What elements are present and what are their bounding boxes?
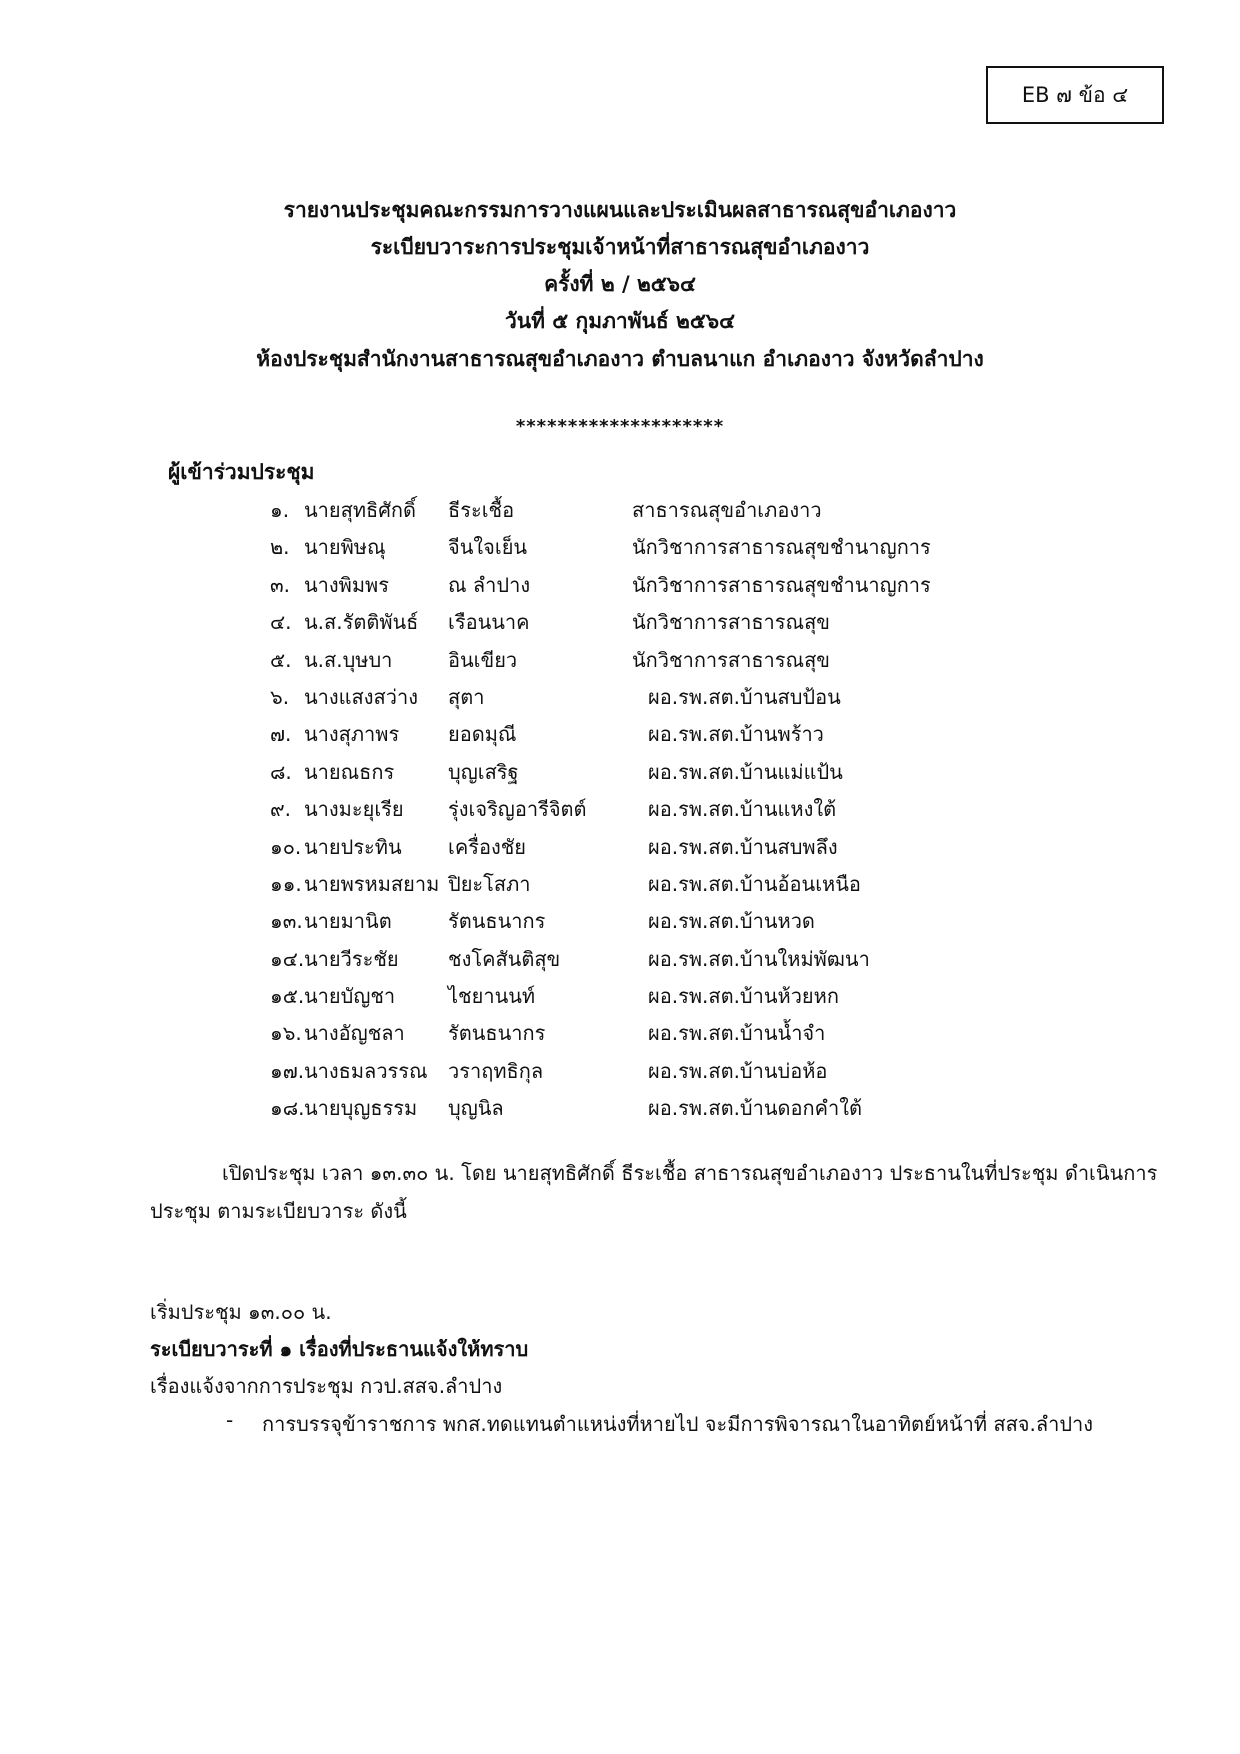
attendee-position: ผอ.รพ.สต.บ้านแม่แป้น: [648, 759, 843, 784]
report-title: รายงานประชุมคณะกรรมการวางแผนและประเมินผลสาธารณสุขอำเภองาว: [283, 198, 957, 222]
attendee-list: [0, 490, 1240, 1126]
attendee-last-name: เรือนนาค: [448, 610, 530, 635]
attendee-number: ๘.: [270, 759, 292, 784]
agenda-1-title: ระเบียบวาระที่ ๑ เรื่องที่ประธานแจ้งให้ทราบ: [150, 1337, 529, 1361]
attendee-first-name: นางอัญชลา: [304, 1021, 405, 1046]
attendee-row: [0, 752, 1240, 789]
attendee-number: ๑๕.: [270, 984, 305, 1009]
attendee-position: นักวิชาการสาธารณสุขชำนาญการ: [632, 572, 931, 597]
reference-box: [986, 66, 1164, 124]
attendee-row: [0, 527, 1240, 564]
attendee-position: ผอ.รพ.สต.บ้านใหม่พัฒนา: [648, 946, 870, 971]
meeting-location: ห้องประชุมสำนักงานสาธารณสุขอำเภองาว ตำบลนาแก อำเภองาว จังหวัดลำปาง: [256, 347, 984, 371]
attendee-first-name: นายพรหมสยาม: [304, 871, 440, 896]
attendee-number: ๑.: [270, 498, 290, 522]
attendee-position: ผอ.รพ.สต.บ้านห้วยหก: [648, 984, 839, 1009]
attendee-first-name: นายบัญชา: [304, 984, 396, 1009]
attendee-first-name: นายวีระชัย: [304, 946, 399, 971]
agenda-title: ระเบียบวาระการประชุมเจ้าหน้าที่สาธารณสุขอำเภองาว: [370, 235, 870, 259]
attendee-row: [0, 490, 1240, 527]
attendee-position: ผอ.รพ.สต.บ้านสบพลึง: [648, 834, 838, 859]
attendee-number: ๑๐.: [270, 834, 302, 859]
opening-paragraph: เปิดประชุม เวลา ๑๓.๓๐ น. โดย นายสุทธิศักดิ์ ธีระเชื้อ สาธารณสุขอำเภองาว ประธานในที่ประชุม ดำเนินการประชุม ตามระเบียบวาระ ดังนี้: [150, 1161, 1158, 1223]
meeting-number: ครั้งที่ ๒ / ๒๕๖๔: [544, 272, 696, 296]
attendee-first-name: นางพิมพร: [304, 572, 389, 597]
attendee-last-name: ณ ลำปาง: [448, 572, 531, 597]
attendee-number: ๑๗.: [270, 1058, 305, 1083]
attendee-position: ผอ.รพ.สต.บ้านพร้าว: [648, 722, 824, 747]
attendee-row: [0, 602, 1240, 639]
attendee-position: สาธารณสุขอำเภองาว: [632, 498, 822, 522]
meeting-date: วันที่ ๕ กุมภาพันธ์ ๒๕๖๔: [505, 309, 735, 333]
attendee-position: ผอ.รพ.สต.บ้านแหงใต้: [648, 797, 837, 822]
attendee-number: ๑๔.: [270, 946, 305, 971]
attendee-last-name: เครื่องชัย: [448, 834, 527, 859]
attendee-row: [0, 827, 1240, 864]
attendee-row: [0, 714, 1240, 751]
attendee-last-name: อินเขียว: [448, 647, 518, 672]
attendee-row: [0, 1013, 1240, 1050]
attendee-position: ผอ.รพ.สต.บ้านหวด: [648, 909, 815, 934]
attendee-position: นักวิชาการสาธารณสุข: [632, 610, 830, 635]
agenda-1-bullet: การบรรจุข้าราชการ พกส.ทดแทนตำแหน่งที่หายไป จะมีการพิจารณาในอาทิตย์หน้าที่ สสจ.ลำปาง: [262, 1412, 1094, 1436]
attendee-row: [0, 1088, 1240, 1125]
attendee-number: ๑๑.: [270, 871, 302, 896]
attendee-last-name: บุญนิล: [448, 1096, 504, 1121]
attendee-position: นักวิชาการสาธารณสุขชำนาญการ: [632, 535, 931, 560]
attendee-last-name: ธีระเชื้อ: [448, 498, 515, 522]
attendee-row: [0, 901, 1240, 938]
attendee-last-name: รัตนธนากร: [448, 909, 546, 934]
reference-code: EB ๗ ข้อ ๔: [1021, 82, 1129, 107]
attendee-first-name: นายประทิน: [304, 834, 402, 859]
attendee-first-name: น.ส.รัตติพันธ์: [304, 610, 419, 635]
attendee-first-name: นางสุภาพร: [304, 722, 400, 747]
attendee-number: ๗.: [270, 722, 292, 747]
attendee-number: ๑๘.: [270, 1096, 305, 1121]
attendee-number: ๑๓.: [270, 909, 303, 934]
attendee-last-name: วราฤทธิกุล: [448, 1058, 544, 1083]
attendee-position: ผอ.รพ.สต.บ้านดอกคำใต้: [648, 1096, 862, 1121]
separator: ********************: [515, 416, 725, 437]
attendee-number: ๒.: [270, 535, 290, 560]
attendee-row: [0, 789, 1240, 826]
attendee-last-name: จีนใจเย็น: [448, 535, 528, 560]
attendee-first-name: นางธมลวรรณ: [304, 1058, 428, 1083]
attendee-first-name: นายพิษณุ: [304, 535, 386, 560]
attendee-last-name: สุตา: [448, 684, 485, 709]
start-time: เริ่มประชุม ๑๓.๐๐ น.: [150, 1300, 332, 1324]
attendee-first-name: นายสุทธิศักดิ์: [304, 498, 417, 522]
bullet-dash: -: [226, 1408, 234, 1432]
attendee-last-name: รุ่งเจริญอารีจิตต์: [448, 797, 587, 822]
attendee-number: ๕.: [270, 647, 292, 672]
attendee-first-name: นายมานิต: [304, 909, 392, 934]
attendee-first-name: นางแสงสว่าง: [304, 684, 418, 709]
attendee-number: ๙.: [270, 797, 292, 822]
attendee-last-name: รัตนธนากร: [448, 1021, 546, 1046]
attendee-number: ๖.: [270, 684, 290, 709]
attendee-position: นักวิชาการสาธารณสุข: [632, 647, 830, 672]
attendee-last-name: ปิยะโสภา: [448, 871, 531, 896]
attendee-first-name: นางมะยุเรีย: [304, 797, 404, 822]
attendee-row: [0, 565, 1240, 602]
attendee-row: [0, 864, 1240, 901]
attendee-row: [0, 1051, 1240, 1088]
attendee-row: [0, 976, 1240, 1013]
attendee-position: ผอ.รพ.สต.บ้านอ้อนเหนือ: [648, 871, 861, 896]
attendee-row: [0, 939, 1240, 976]
attendee-first-name: น.ส.บุษบา: [304, 647, 393, 672]
attendee-last-name: ไชยานนท์: [448, 984, 536, 1009]
agenda-1-subtitle: เรื่องแจ้งจากการประชุม กวป.สสจ.ลำปาง: [150, 1374, 503, 1398]
attendee-number: ๑๖.: [270, 1021, 302, 1046]
attendee-number: ๔.: [270, 610, 292, 635]
attendees-heading: ผู้เข้าร่วมประชุม: [168, 460, 315, 484]
attendee-last-name: ชงโคสันติสุข: [448, 946, 561, 971]
attendee-row: [0, 677, 1240, 714]
attendee-first-name: นายบุญธรรม: [304, 1096, 418, 1121]
attendee-position: ผอ.รพ.สต.บ้านน้ำจำ: [648, 1021, 826, 1046]
attendee-position: ผอ.รพ.สต.บ้านสบป้อน: [648, 684, 841, 709]
attendee-position: ผอ.รพ.สต.บ้านบ่อห้อ: [648, 1058, 828, 1083]
attendee-last-name: ยอดมุณี: [448, 722, 517, 747]
attendee-row: [0, 640, 1240, 677]
attendee-number: ๓.: [270, 572, 291, 597]
attendee-last-name: บุญเสริฐ: [448, 759, 519, 784]
attendee-first-name: นายณธกร: [304, 759, 395, 784]
